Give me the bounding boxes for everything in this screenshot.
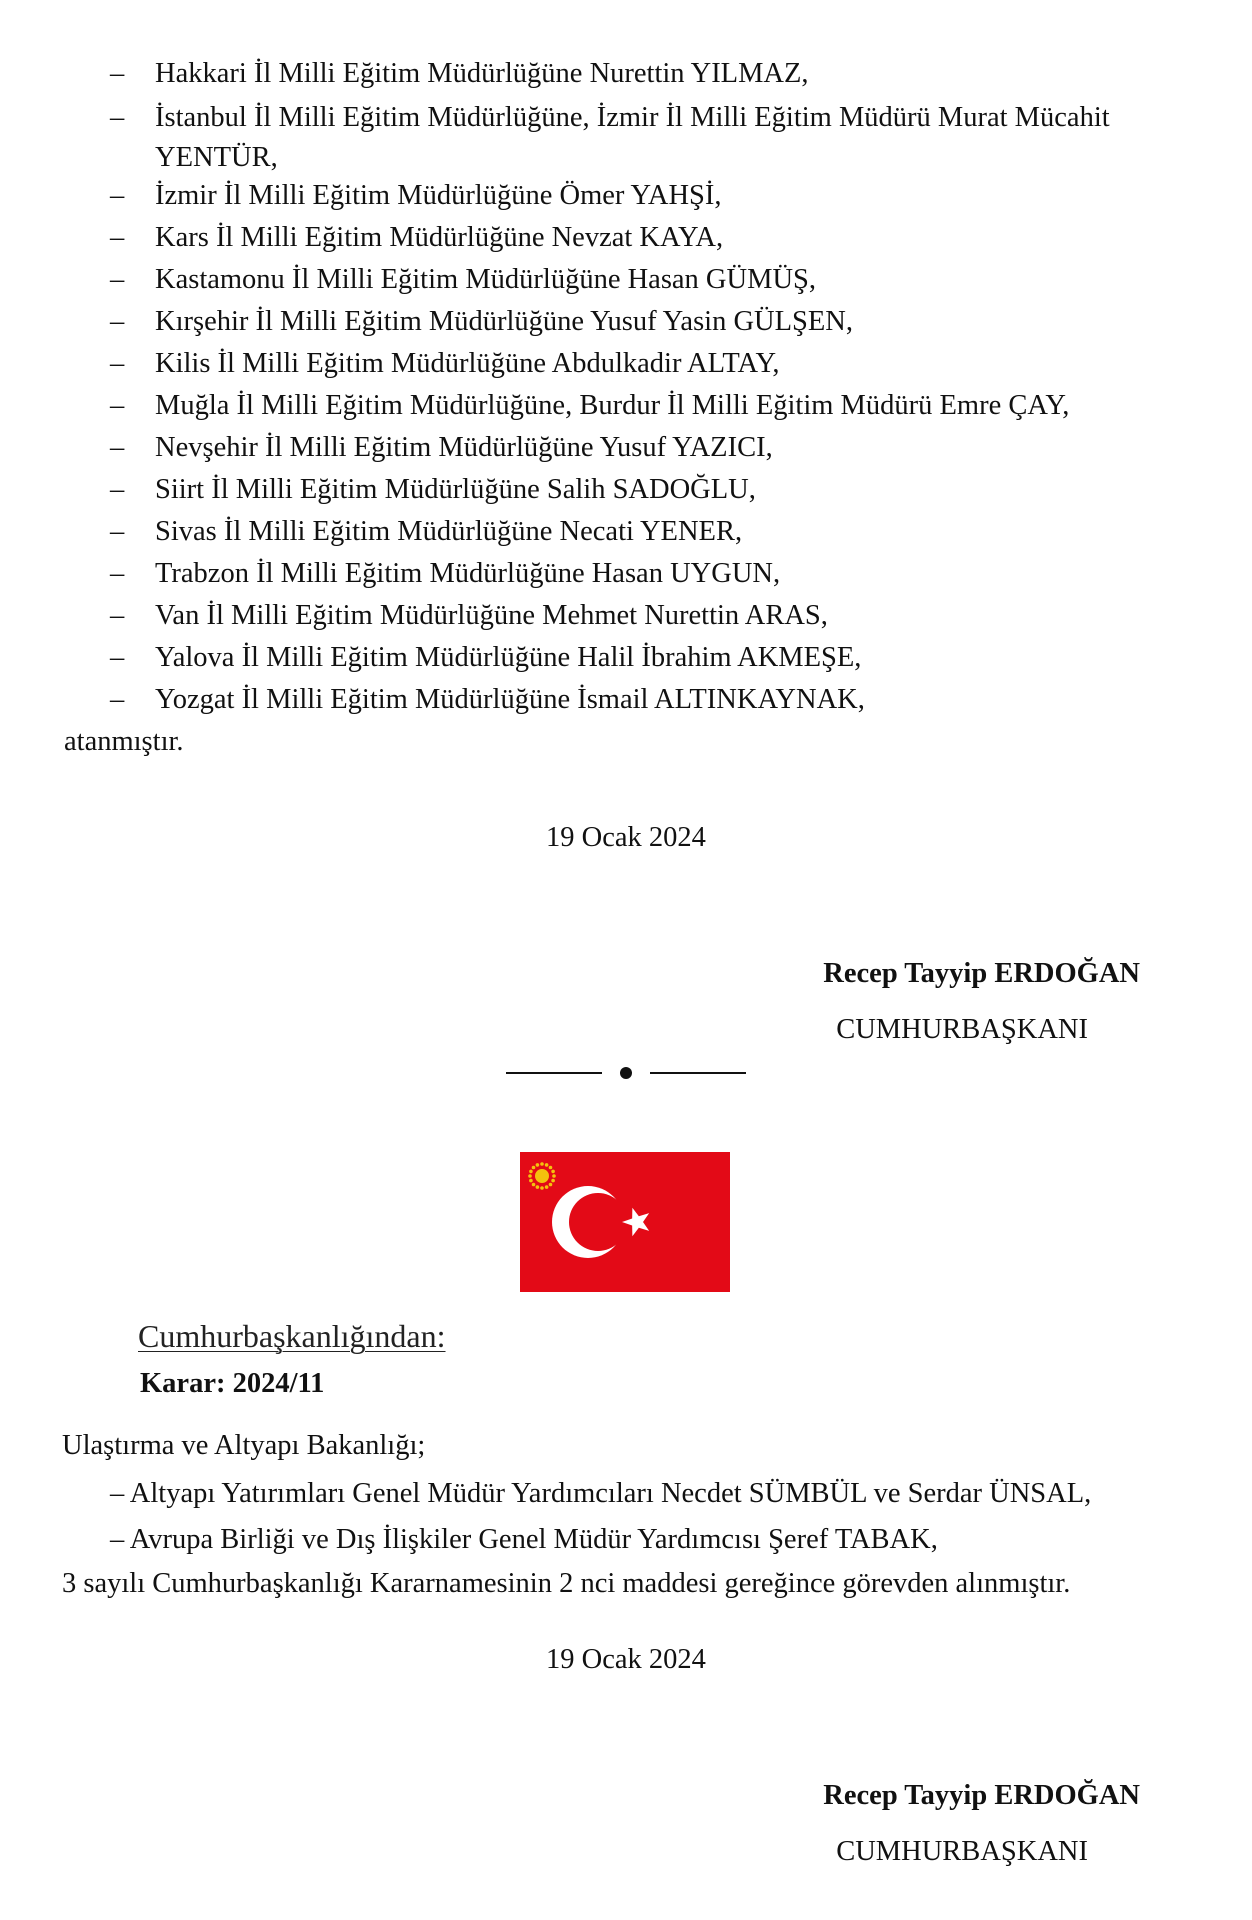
list-item-text: Kırşehir İl Milli Eğitim Müdürlüğüne Yusuf Yasin GÜLŞEN, — [155, 306, 853, 337]
dash-marker: – — [110, 390, 125, 421]
list-item-text: Siirt İl Milli Eğitim Müdürlüğüne Salih SADOĞLU, — [155, 474, 756, 505]
list-item-text: Hakkari İl Milli Eğitim Müdürlüğüne Nurettin YILMAZ, — [155, 58, 809, 89]
decision-number: Karar: 2024/11 — [140, 1368, 325, 1399]
list-item-text: İzmir İl Milli Eğitim Müdürlüğüne Ömer YAHŞİ, — [155, 180, 722, 211]
dash-marker: – — [110, 432, 125, 463]
dash-marker: – — [110, 516, 125, 547]
separator-line — [650, 1072, 746, 1074]
dash-marker: – — [110, 264, 125, 295]
dash-marker: – — [110, 684, 125, 715]
list-item-text: Kastamonu İl Milli Eğitim Müdürlüğüne Hasan GÜMÜŞ, — [155, 264, 816, 295]
list-item-text: Muğla İl Milli Eğitim Müdürlüğüne, Burdur İl Milli Eğitim Müdürü Emre ÇAY, — [155, 390, 1070, 421]
list-item-continuation: YENTÜR, — [155, 142, 278, 173]
dash-marker: – — [110, 180, 125, 211]
signatory-title: CUMHURBAŞKANI — [836, 1014, 1088, 1045]
signatory-name: Recep Tayyip ERDOĞAN — [823, 958, 1140, 989]
decision-date: 19 Ocak 2024 — [546, 1644, 706, 1675]
list-item-text: Yalova İl Milli Eğitim Müdürlüğüne Halil İbrahim AKMEŞE, — [155, 642, 862, 673]
dash-marker: – — [110, 600, 125, 631]
dash-marker: – — [110, 306, 125, 337]
dash-marker: – — [110, 58, 125, 89]
section-separator — [506, 1056, 746, 1086]
institution-heading: Cumhurbaşkanlığından: — [138, 1318, 446, 1354]
separator-dot — [620, 1067, 632, 1079]
dash-marker: – — [110, 348, 125, 379]
list-item-text: Nevşehir İl Milli Eğitim Müdürlüğüne Yusuf YAZICI, — [155, 432, 773, 463]
ministry-intro: Ulaştırma ve Altyapı Bakanlığı; — [62, 1430, 426, 1461]
dash-marker: – — [110, 222, 125, 253]
dash-marker: – — [110, 642, 125, 673]
list-item-text: Van İl Milli Eğitim Müdürlüğüne Mehmet Nurettin ARAS, — [155, 600, 828, 631]
flag-icon — [520, 1152, 730, 1292]
dismissal-item: – Altyapı Yatırımları Genel Müdür Yardımcıları Necdet SÜMBÜL ve Serdar ÜNSAL, — [110, 1478, 1092, 1509]
decree-date: 19 Ocak 2024 — [546, 822, 706, 853]
dash-marker: – — [110, 558, 125, 589]
list-item-text: Kars İl Milli Eğitim Müdürlüğüne Nevzat KAYA, — [155, 222, 724, 253]
list-item-text: Sivas İl Milli Eğitim Müdürlüğüne Necati YENER, — [155, 516, 743, 547]
signatory-title: CUMHURBAŞKANI — [836, 1836, 1088, 1867]
dismissal-item: – Avrupa Birliği ve Dış İlişkiler Genel Müdür Yardımcısı Şeref TABAK, — [110, 1524, 938, 1555]
dash-marker: – — [110, 102, 125, 133]
list-item-text: Yozgat İl Milli Eğitim Müdürlüğüne İsmail ALTINKAYNAK, — [155, 684, 865, 715]
closing-word: atanmıştır. — [64, 726, 184, 757]
list-item-text: Kilis İl Milli Eğitim Müdürlüğüne Abdulkadir ALTAY, — [155, 348, 780, 379]
presidential-flag — [520, 1152, 730, 1292]
signatory-name: Recep Tayyip ERDOĞAN — [823, 1780, 1140, 1811]
dismissal-conclusion: 3 sayılı Cumhurbaşkanlığı Kararnamesinin 2 nci maddesi gereğince görevden alınmıştır. — [62, 1568, 1071, 1599]
separator-line — [506, 1072, 602, 1074]
list-item-text: Trabzon İl Milli Eğitim Müdürlüğüne Hasan UYGUN, — [155, 558, 781, 589]
list-item-text: İstanbul İl Milli Eğitim Müdürlüğüne, İzmir İl Milli Eğitim Müdürü Murat Mücahit — [155, 102, 1110, 133]
dash-marker: – — [110, 474, 125, 505]
